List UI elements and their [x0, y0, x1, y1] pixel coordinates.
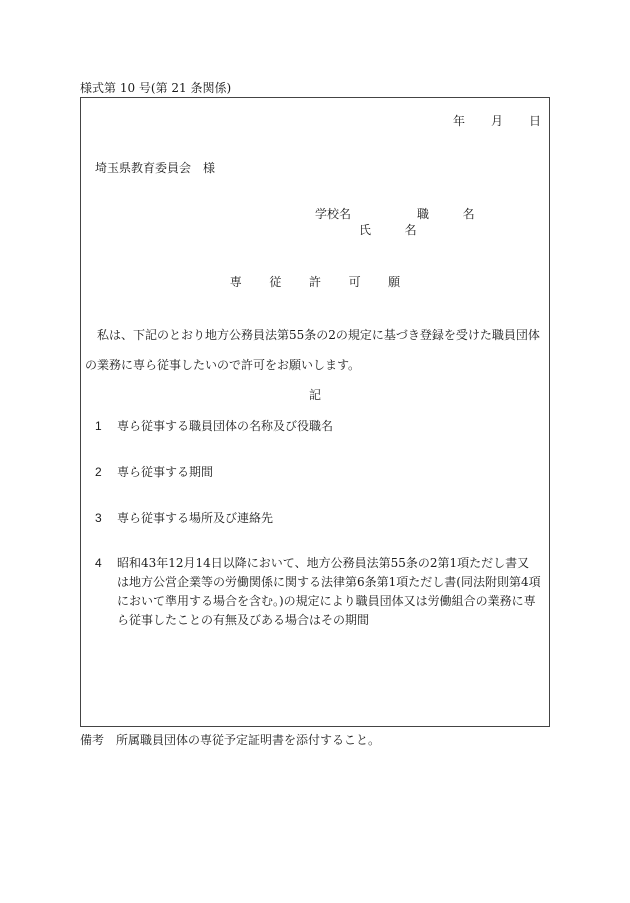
ki-heading: 記: [308, 388, 321, 402]
list-item: [95, 554, 541, 630]
item-number: 4: [95, 556, 102, 570]
item-text: 専ら従事する職員団体の名称及び役職名: [117, 419, 334, 433]
request-body: 私は、下記のとおり地方公務員法第55条の2の規定に基づき登録を受けた職員団体の業務に専ら従事したいので許可をお願いします。: [85, 328, 540, 372]
document-title: 専従許可願: [229, 275, 428, 289]
form-box: [80, 97, 550, 727]
date-day-label: 日: [528, 114, 541, 128]
list-item: [95, 464, 213, 480]
job-title-label: 職 名: [417, 207, 486, 221]
item-number: 2: [95, 465, 102, 479]
date-month-label: 月: [490, 114, 503, 128]
person-name-label: 氏 名: [359, 223, 428, 237]
item-text: 専ら従事する期間: [117, 465, 214, 479]
addressee: 埼玉県教育委員会 様: [95, 161, 216, 175]
item-text: 昭和43年12月14日以降において、地方公務員法第55条の2第1項ただし書又は地方公営企業等の労働関係に関する法律第6条第1項ただし書(同法附則第4項において準用する場合を含む。)の規定により職員団体又は労働組合の業務に専ら従事したことの有無及びある場合はその期間: [117, 556, 541, 627]
form-number: 様式第 10 号(第 21 条関係): [80, 81, 232, 95]
item-number: 3: [95, 511, 102, 525]
item-number: 1: [95, 419, 102, 433]
date-line: [453, 113, 541, 129]
list-item: [95, 418, 333, 434]
school-name-label: 学校名: [315, 207, 352, 221]
item-text: 専ら従事する場所及び連絡先: [117, 511, 274, 525]
list-item: [95, 510, 273, 526]
date-year-label: 年: [452, 114, 465, 128]
remarks-note: 備考 所属職員団体の専従予定証明書を添付すること。: [80, 733, 381, 747]
